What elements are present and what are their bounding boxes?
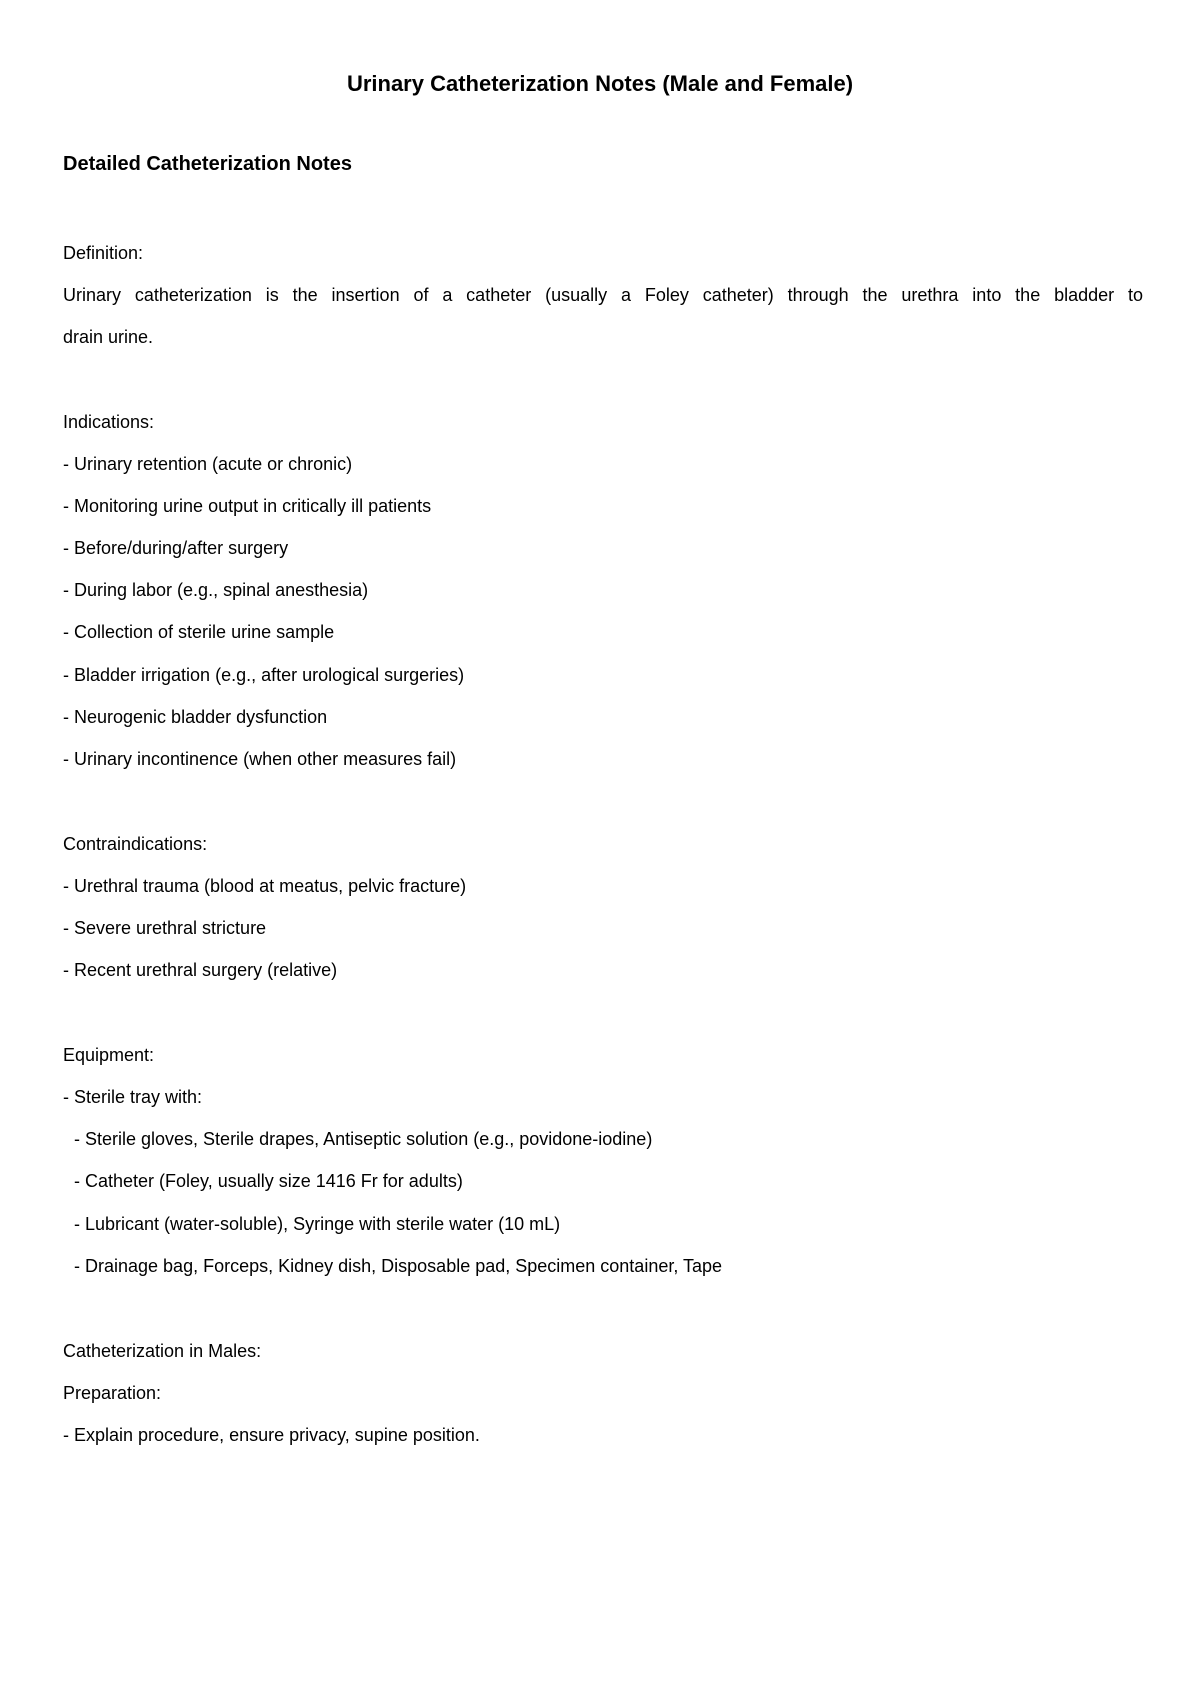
definition-heading: Definition:	[63, 243, 144, 263]
males-preparation-item: - Explain procedure, ensure privacy, supine position.	[63, 1425, 480, 1445]
males-preparation-heading: Preparation:	[63, 1383, 162, 1403]
indication-item: - Neurogenic bladder dysfunction	[63, 707, 328, 727]
definition-line-1: Urinary catheterization is the insertion of a catheter (usually a Foley catheter) through the urethra into the bladder to	[63, 285, 1143, 305]
contraindications-heading: Contraindications:	[63, 834, 208, 854]
contraindication-item: - Urethral trauma (blood at meatus, pelvic fracture)	[63, 876, 467, 896]
equipment-subitem: - Catheter (Foley, usually size 1416 Fr for adults)	[74, 1171, 463, 1191]
equipment-subitem: - Sterile gloves, Sterile drapes, Antiseptic solution (e.g., povidone-iodine)	[74, 1129, 653, 1149]
document-title: Urinary Catheterization Notes (Male and Female)	[346, 71, 854, 96]
indication-item: - Before/during/after surgery	[63, 538, 289, 558]
contraindication-item: - Severe urethral stricture	[63, 918, 267, 938]
equipment-subitem: - Drainage bag, Forceps, Kidney dish, Disposable pad, Specimen container, Tape	[74, 1256, 723, 1276]
equipment-item: - Sterile tray with:	[63, 1087, 203, 1107]
indications-heading: Indications:	[63, 412, 155, 432]
indication-item: - Bladder irrigation (e.g., after urological surgeries)	[63, 665, 465, 685]
indication-item: - Urinary incontinence (when other measures fail)	[63, 749, 457, 769]
contraindication-item: - Recent urethral surgery (relative)	[63, 960, 338, 980]
equipment-heading: Equipment:	[63, 1045, 155, 1065]
definition-line-2: drain urine.	[63, 327, 154, 347]
males-heading: Catheterization in Males:	[63, 1341, 262, 1361]
equipment-subitem: - Lubricant (water-soluble), Syringe with sterile water (10 mL)	[74, 1214, 561, 1234]
indication-item: - Monitoring urine output in critically ill patients	[63, 496, 432, 516]
indication-item: - During labor (e.g., spinal anesthesia)	[63, 580, 369, 600]
indication-item: - Collection of sterile urine sample	[63, 622, 335, 642]
indication-item: - Urinary retention (acute or chronic)	[63, 454, 353, 474]
document-subtitle: Detailed Catheterization Notes	[63, 153, 352, 175]
